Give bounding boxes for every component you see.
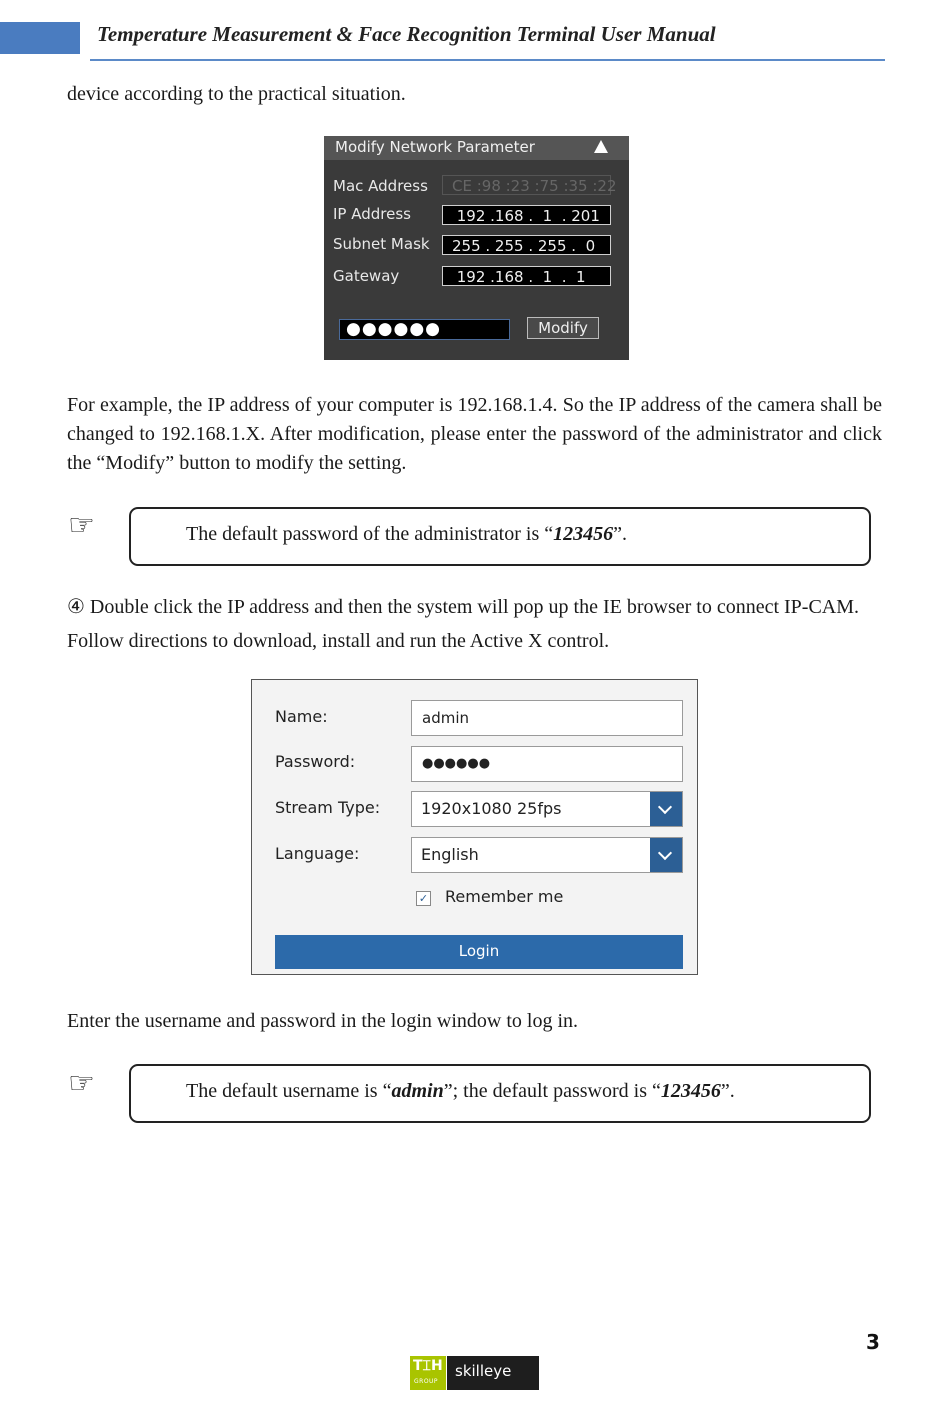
- note-username-value: admin: [391, 1080, 444, 1102]
- tkh-logo-subtext: GROUP: [414, 1378, 439, 1385]
- note-text: [186, 1080, 735, 1103]
- login-panel: [251, 679, 698, 975]
- header-rule: [90, 59, 885, 61]
- note-text: [186, 523, 627, 546]
- remember-me-checkbox[interactable]: ✓: [416, 891, 431, 906]
- note-password-value: 123456: [660, 1080, 721, 1102]
- chevron-down-icon[interactable]: [650, 792, 682, 826]
- stream-type-value: 1920x1080 25fps: [421, 799, 562, 818]
- modify-network-dialog: [324, 136, 629, 360]
- document-title: Temperature Measurement & Face Recognition Terminal User Manual: [97, 22, 716, 46]
- intro-text: device according to the practical situation.: [67, 83, 406, 105]
- subnet-mask-field[interactable]: 255 . 255 . 255 . 0: [442, 235, 611, 255]
- stream-type-label: Stream Type:: [275, 798, 381, 817]
- admin-password-field[interactable]: ●●●●●●: [339, 319, 510, 340]
- note-prefix: The default password of the administrator is “: [186, 523, 554, 545]
- note-box-admin-password: [129, 507, 871, 566]
- language-label: Language:: [275, 844, 360, 863]
- name-input[interactable]: admin: [411, 700, 683, 736]
- chevron-down-icon[interactable]: [650, 838, 682, 872]
- collapse-arrow-icon[interactable]: [594, 140, 608, 153]
- note-prefix: The default username is “: [186, 1080, 392, 1102]
- pointing-hand-icon: ☞: [68, 1066, 95, 1101]
- pointing-hand-icon: ☞: [68, 508, 95, 543]
- language-select[interactable]: [411, 837, 683, 873]
- password-label: Password:: [275, 752, 356, 771]
- note-suffix: ”.: [613, 523, 628, 545]
- note-box-default-credentials: [129, 1064, 871, 1123]
- mac-address-field: CE :98 :23 :75 :35 :22: [442, 175, 611, 195]
- ip-address-label: IP Address: [333, 205, 411, 223]
- gateway-label: Gateway: [333, 267, 400, 285]
- remember-me-label[interactable]: Remember me: [445, 887, 564, 906]
- page-number: 3: [866, 1330, 880, 1354]
- login-button[interactable]: Login: [275, 935, 683, 969]
- ip-address-field[interactable]: 192 .168 . 1 . 201: [442, 205, 611, 225]
- note-suffix: ”.: [720, 1080, 735, 1102]
- note-middle: ”; the default password is “: [443, 1080, 661, 1102]
- login-instruction: Enter the username and password in the login window to log in.: [67, 1010, 579, 1032]
- dialog-title: Modify Network Parameter: [335, 138, 535, 156]
- gateway-field[interactable]: 192 .168 . 1 . 1: [442, 266, 611, 286]
- stream-type-select[interactable]: [411, 791, 683, 827]
- modify-button[interactable]: Modify: [527, 317, 599, 339]
- tkh-logo-text: T⌶H: [413, 1358, 443, 1374]
- subnet-mask-label: Subnet Mask: [333, 235, 430, 253]
- example-paragraph: For example, the IP address of your computer is 192.168.1.4. So the IP address of the camera shall be changed to 192.168.1.X. After modification, please enter the password of the administrator and click the “Modify” button to modify the setting.: [67, 394, 882, 474]
- step-4-paragraph: ④ Double click the IP address and then the system will pop up the IE browser to connect IP-CAM. Follow directions to download, install and run the Active X control.: [67, 596, 860, 652]
- password-input[interactable]: ●●●●●●: [411, 746, 683, 782]
- note-password-value: 123456: [553, 523, 614, 545]
- header-accent-block: [0, 22, 80, 54]
- name-label: Name:: [275, 707, 328, 726]
- language-value: English: [421, 845, 479, 864]
- skilleye-logo-text: skilleye: [455, 1362, 512, 1380]
- mac-address-label: Mac Address: [333, 177, 428, 195]
